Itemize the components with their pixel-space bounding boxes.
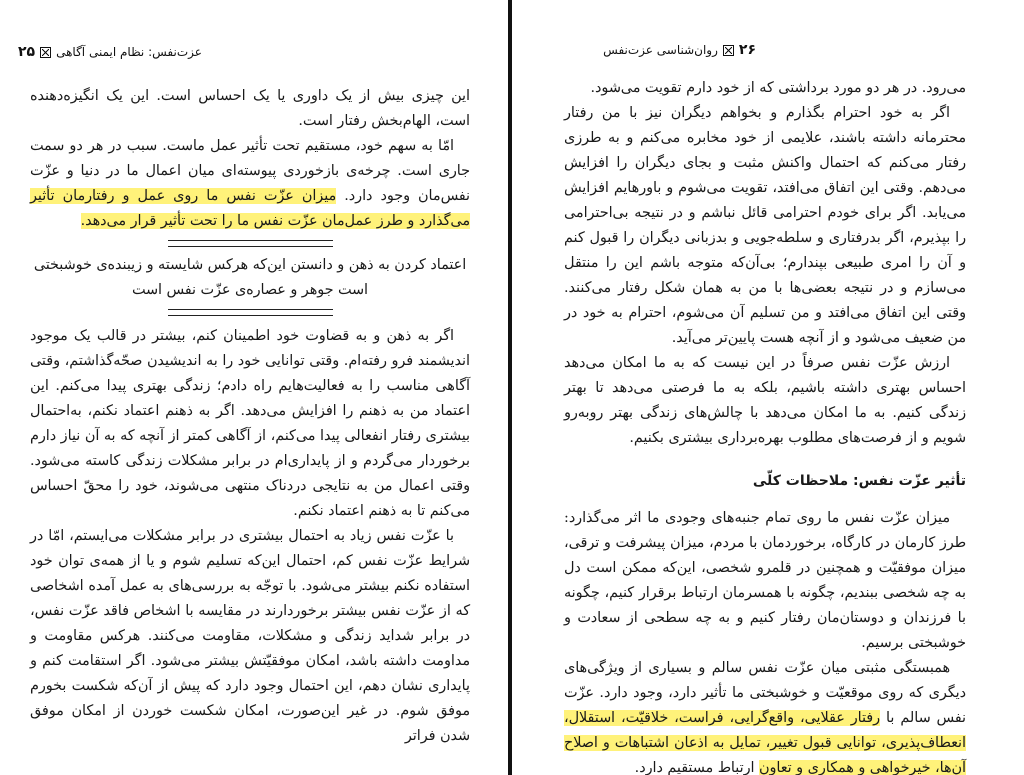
pull-quote-text: اعتماد کردن به ذهن و دانستن این‌که هرکس شایسته و زیبنده‌ی خوشبختی است جوهر و عصاره‌ی عزّت نفس است <box>33 257 467 298</box>
paragraph: ارزش عزّت نفس صرفاً در این نیست که به ما امکان می‌دهد احساس بهتری داشته باشیم، بلکه به ما فرصتی می‌دهد تا بهتر زندگی کنیم. به ما امکان می‌دهد با چالش‌های زندگی بهتر روبه‌رو شویم و از فرصت‌های مطلوب بهره‌برداری بیشتری بکنیم. <box>564 355 966 446</box>
right-page-header <box>603 42 756 58</box>
paragraph <box>30 134 470 234</box>
box-ornament-icon <box>723 45 734 56</box>
text-run: همبستگی مثبتی میان عزّت نفس سالم و بسیاری از ویژگی‌های دیگری که روی موقعیّت و خوشبختی ما تأثیر دارد، وجود دارد. عزّت نفس سالم با <box>564 660 966 726</box>
highlighted-text: میزان عزّت نفس ما روی عمل و رفتارمان تأثیر می‌گذارد و طرز عمل‌مان عزّت نفس ما را تحت تأثیر قرار می‌دهد. <box>30 188 470 229</box>
paragraph: اگر به خود احترام بگذارم و بخواهم دیگران نیز با من رفتار محترمانه داشته باشند، علایمی از خود مخابره می‌کنم و به طرزی رفتار می‌کنم که احتمال واکنش مثبت و بجای دیگران را افزایش می‌دهم. وقتی این اتفاق می‌افتد، تقویت می‌شوم و باورهایم افزایش می‌یابد. اگر برای خودم احترامی قائل نباشم و در نتیجه بی‌احترامی را بپذیرم، اگر بدرفتاری و سلطه‌جویی و بدزبانی دیگران را قبول کنم و آن را امری طبیعی بپندارم؛ بی‌آن‌که متوجه باشم این را منتقل می‌سازم و در نتیجه بعضی‌ها با من به همان شکل رفتار می‌کنند. وقتی این اتفاق می‌افتد و من تسلیم آن می‌شوم، احترام به خود در من ضعیف می‌شود و از آنچه هست پایین‌تر می‌آید. <box>564 105 966 346</box>
right-page <box>514 0 1024 775</box>
paragraph: با عزّت نفس زیاد به احتمال بیشتری در برابر مشکلات می‌ایستم، امّا در شرایط عزّت نفس کم، احتمال این‌که تسلیم شوم و یا از همه‌ی توان خود استفاده نکنم بیشتر می‌شود. با توجّه به بررسی‌های به عمل آمده اشخاصی که از عزّت نفس بیشتر برخوردارند در مقایسه با اشخاص فاقد عزّت نفس، در برابر شداید زندگی و مشکلات، مقاومت می‌کنند. هرکس مقاومت و مداومت داشته باشد، امکان موفقیّتش بیشتر می‌شود. اگر استقامت کنم و پایداری نشان دهم، این احتمال وجود دارد که پیش از آن‌که شکست بخورم موفق شوم. در غیر این‌صورت، امکان شکست خوردن از امکان موفق شدن فراتر <box>30 528 470 744</box>
left-page-body <box>30 84 470 749</box>
left-page-header <box>18 44 202 60</box>
pull-quote <box>30 240 470 316</box>
paragraph <box>30 84 470 134</box>
running-title: روان‌شناسی عزت‌نفس <box>603 43 718 57</box>
paragraph: اگر به ذهن و به قضاوت خود اطمینان کنم، بیشتر در قالب یک موجود اندیشمند فرو رفته‌ام. وقتی توانایی خود را به اندیشیدن صحّه‌گذاشتم، وقتی آگاهی مناسب را به فعالیت‌هایم راه دادم؛ زندگی بهتری پیدا می‌کنم. این اعتماد من به ذهنم را افزایش می‌دهد. اگر به ذهنم اعتماد نکنم، به‌احتمال بیشتری رفتار انفعالی پیدا می‌کنم، از آگاهی کمتر از آنچه که به آن نیاز دارم برخوردار می‌گردم و از پایداری‌ام در برابر مشکلات زندگی کاسته می‌شود. وقتی اعمال من به نتایجی دردناک منتهی می‌شوند، خود را محقّ احساس می‌کنم تا به ذهنم اعتماد نکنم. <box>30 328 470 519</box>
paragraph: میزان عزّت نفس ما روی تمام جنبه‌های وجودی ما اثر می‌گذارد: طرز کارمان در کارگاه، برخوردمان با مردم، میزان پیشرفت و ترقی، میزان موفقیّت و همچنین در قلمرو شخصی، این‌که ممکن است دل به چه شخصی ببندیم، چگونه با همسرمان ارتباط برقرار کنیم، چگونه با فرزندان و دوستان‌مان رفتار کنیم و به چه سطحی از سعادت و خوشبختی برسیم. <box>564 510 966 651</box>
left-page <box>0 0 510 775</box>
page-gutter <box>508 0 512 775</box>
quote-rule-bottom <box>168 309 333 316</box>
right-page-body <box>564 76 966 775</box>
paragraph: می‌رود. در هر دو مورد برداشتی که از خود دارم تقویت می‌شود. <box>590 80 966 96</box>
text-run: امّا به سهم خود، مستقیم تحت تأثیر عمل ماست. سبب در هر دو سمت جاری است. چرخه‌ی بازخوردی پیوسته‌ای میان اعمال ما در دنیا و عزّت نفس‌مان وجود دارد. <box>30 138 471 204</box>
highlighted-text: رفتار عقلایی، واقع‌گرایی، فراست، خلاقیّت، استقلال، انعطاف‌پذیری، توانایی قبول تغییر، تمایل به اذعان اشتباهات و اصلاح آن‌ها، خیرخواهی و همکاری و تعاون <box>564 710 966 775</box>
text-run: ارتباط مستقیم دارد. <box>634 760 759 775</box>
running-title: عزت‌نفس: نظام ایمنی آگاهی <box>56 45 202 59</box>
quote-rule-top <box>168 240 333 247</box>
page-number: ۲۶ <box>738 42 756 58</box>
paragraph <box>564 656 966 775</box>
page-number: ۲۵ <box>18 44 36 60</box>
text-run: این چیزی بیش از یک داوری یا یک احساس است. این یک انگیزه‌دهنده است، الهام‌بخش رفتار است. <box>30 88 470 129</box>
section-title: تأثیر عزّت نفس: ملاحظات کلّی <box>752 473 966 489</box>
box-ornament-icon <box>40 47 51 58</box>
